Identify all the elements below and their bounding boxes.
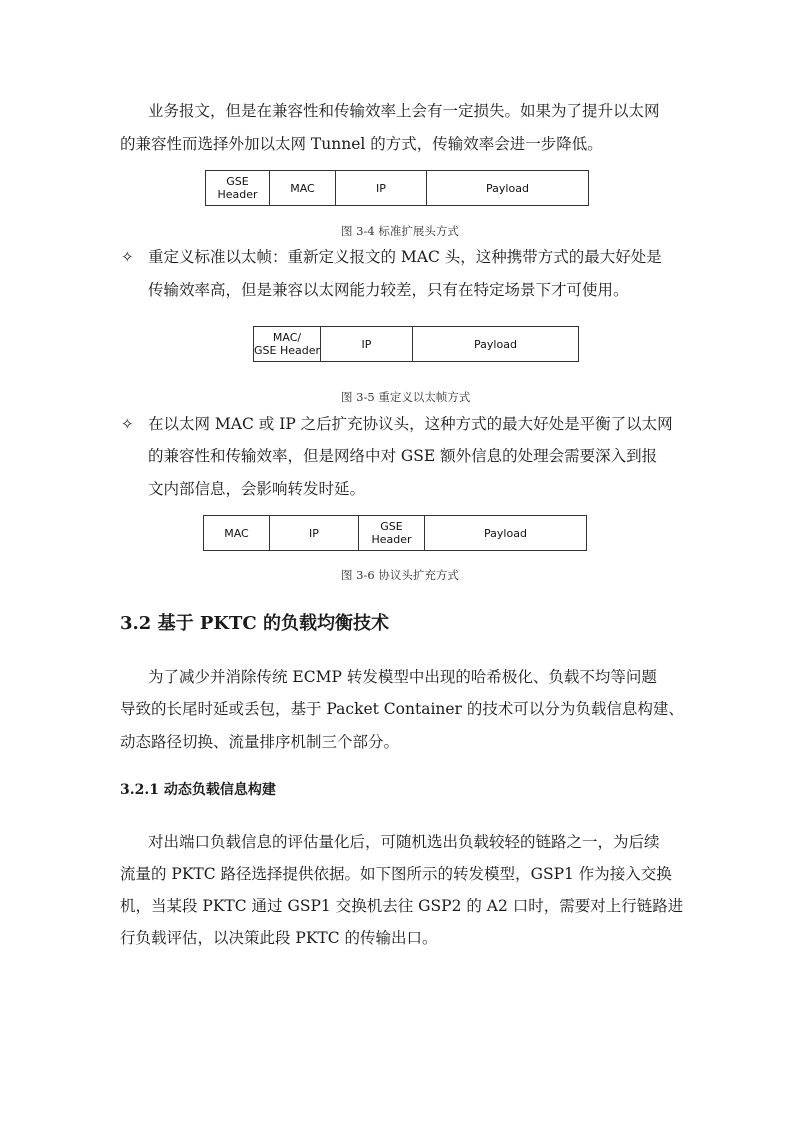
- section321-line-4: 行负载评估，以决策此段 PKTC 的传输出口。: [120, 929, 438, 947]
- fig35-cell-ip: IP: [321, 327, 413, 361]
- fig36-cell-mac: MAC: [204, 516, 270, 550]
- fig34-cell-ip: IP: [336, 171, 427, 205]
- section32-line-3: 动态路径切换、流量排序机制三个部分。: [120, 733, 400, 751]
- fig36-cell-ip: IP: [270, 516, 359, 550]
- section321-line-1: 对出端口负载信息的评估量化后，可随机选出负载较轻的链路之一，为后续: [148, 833, 660, 851]
- section321-line-3: 机，当某段 PKTC 通过 GSP1 交换机去往 GSP2 的 A2 口时，需要对上行链路进: [120, 897, 684, 915]
- item1-line-2: 传输效率高，但是兼容以太网能力较差，只有在特定场景下才可使用。: [148, 281, 629, 299]
- item2-line-3: 文内部信息，会影响转发时延。: [148, 480, 366, 498]
- section-3-2-heading: 3.2 基于 PKTC 的负载均衡技术: [120, 613, 390, 634]
- figure-3-6-header-diagram: [203, 515, 587, 551]
- figure-3-4-header-diagram: [205, 170, 589, 206]
- diamond-bullet-icon: ✧: [121, 248, 134, 266]
- fig36-cell-payload: Payload: [484, 526, 527, 540]
- intro-line-2: 的兼容性而选择外加以太网 Tunnel 的方式，传输效率会进一步降低。: [120, 135, 603, 153]
- diamond-bullet-icon: ✧: [121, 415, 134, 433]
- figure-3-5-header-diagram: [253, 326, 579, 362]
- fig34-cell-gse-header: GSE Header: [206, 171, 270, 205]
- fig35-cell-gse-label: GSE Header: [254, 344, 321, 357]
- figure-3-6-caption: 图 3-6 协议头扩充方式: [341, 568, 459, 582]
- section32-line-2: 导致的长尾时延或丢包，基于 Packet Container 的技术可以分为负载信息构建、: [120, 700, 684, 718]
- fig36-cell-gse-header: GSE Header: [359, 516, 425, 550]
- item2-line-2: 的兼容性和传输效率，但是网络中对 GSE 额外信息的处理会需要深入到报: [148, 447, 658, 465]
- fig34-cell-mac: MAC: [270, 171, 336, 205]
- section-3-2-1-heading: 3.2.1 动态负载信息构建: [120, 782, 276, 798]
- figure-3-5-caption: 图 3-5 重定义以太帧方式: [341, 390, 471, 404]
- figure-3-4-caption: 图 3-4 标准扩展头方式: [341, 224, 459, 238]
- fig35-cell-mac-gse-header: [254, 327, 321, 361]
- item1-line-1: 重定义标准以太帧：重新定义报文的 MAC 头，这种携带方式的最大好处是: [148, 248, 662, 266]
- section32-line-1: 为了减少并消除传统 ECMP 转发模型中出现的哈希极化、负载不均等问题: [148, 668, 657, 686]
- item2-line-1: 在以太网 MAC 或 IP 之后扩充协议头，这种方式的最大好处是平衡了以太网: [148, 415, 673, 433]
- section321-line-2: 流量的 PKTC 路径选择提供依据。如下图所示的转发模型，GSP1 作为接入交换: [120, 865, 672, 883]
- fig35-cell-payload: Payload: [474, 337, 517, 351]
- fig34-cell-payload: Payload: [486, 181, 529, 195]
- intro-line-1: 业务报文，但是在兼容性和传输效率上会有一定损失。如果为了提升以太网: [148, 102, 660, 120]
- fig35-cell-mac-label: MAC/: [272, 331, 302, 344]
